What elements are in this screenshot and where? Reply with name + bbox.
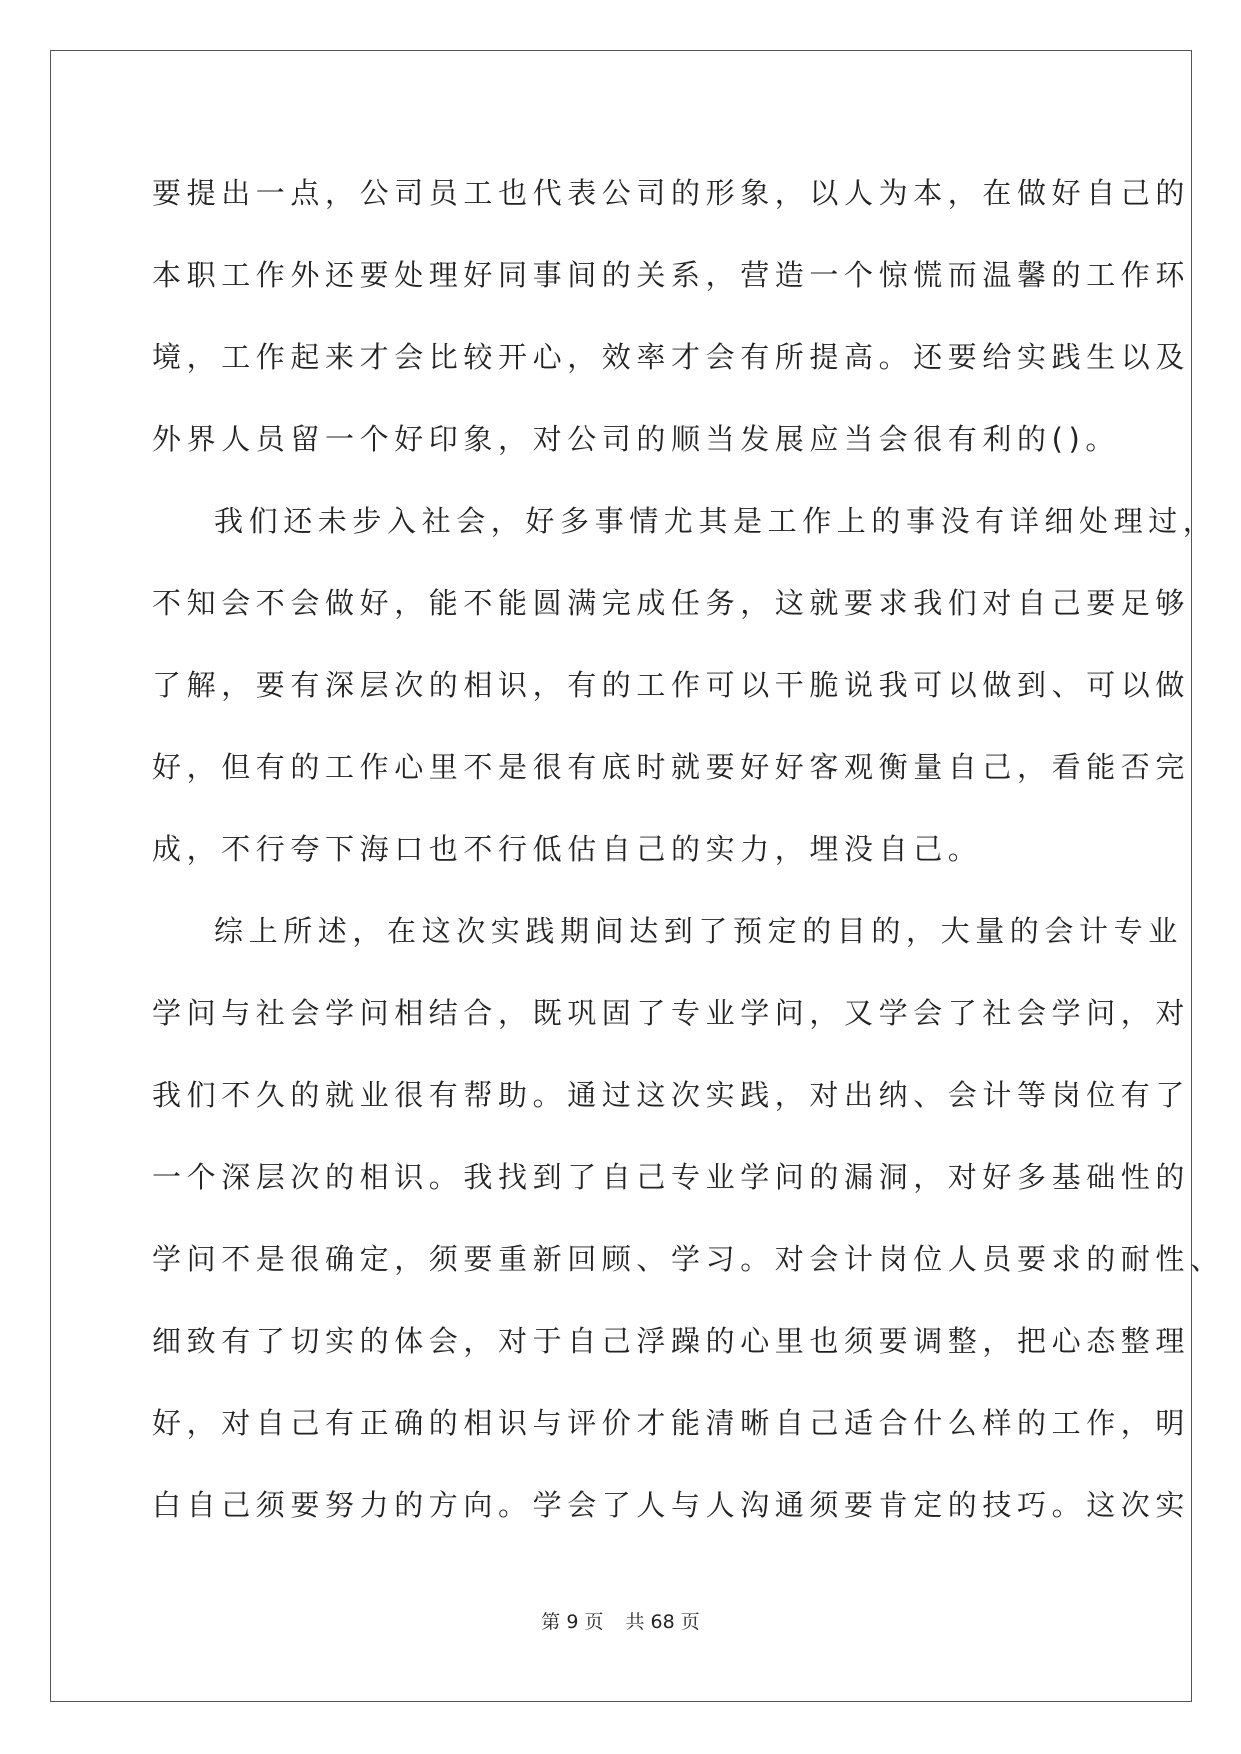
text-line: 本职工作外还要处理好同事间的关系，营造一个惊慌而温馨的工作环	[152, 258, 1191, 292]
text-line: 学问与社会学问相结合，既巩固了专业学问，又学会了社会学问，对	[152, 996, 1191, 1030]
text-line: 不知会不会做好，能不能圆满完成任务，这就要求我们对自己要足够	[152, 586, 1191, 620]
text-line: 综上所述，在这次实践期间达到了预定的目的，大量的会计专业	[214, 914, 1183, 948]
text-line: 成，不行夸下海口也不行低估自己的实力，埋没自己。	[152, 832, 983, 866]
text-line: 一个深层次的相识。我找到了自己专业学问的漏洞，对好多基础性的	[152, 1160, 1191, 1194]
page-number: 第 9 页	[541, 1611, 604, 1633]
text-line: 我们不久的就业很有帮助。通过这次实践，对出纳、会计等岗位有了	[152, 1078, 1191, 1112]
text-line: 境，工作起来才会比较开心，效率才会有所提高。还要给实践生以及	[152, 340, 1191, 374]
text-line: 白自己须要努力的方向。学会了人与人沟通须要肯定的技巧。这次实	[152, 1488, 1191, 1522]
text-line: 外界人员留一个好印象，对公司的顺当发展应当会很有利的()。	[152, 422, 1121, 456]
text-line: 学问不是很确定，须要重新回顾、学习。对会计岗位人员要求的耐性、	[152, 1242, 1225, 1276]
body-text	[152, 152, 1225, 1546]
text-line: 要提出一点，公司员工也代表公司的形象，以人为本，在做好自己的	[152, 176, 1191, 210]
text-line: 好，对自己有正确的相识与评价才能清晰自己适合什么样的工作，明	[152, 1406, 1191, 1440]
text-line: 我们还未步入社会，好多事情尤其是工作上的事没有详细处理过，	[214, 504, 1218, 538]
text-line: 细致有了切实的体会，对于自己浮躁的心里也须要调整，把心态整理	[152, 1324, 1191, 1358]
page-footer	[0, 1610, 1241, 1634]
total-pages: 共 68 页	[625, 1611, 700, 1633]
text-line: 了解，要有深层次的相识，有的工作可以干脆说我可以做到、可以做	[152, 668, 1191, 702]
text-line: 好，但有的工作心里不是很有底时就要好好客观衡量自己，看能否完	[152, 750, 1191, 784]
